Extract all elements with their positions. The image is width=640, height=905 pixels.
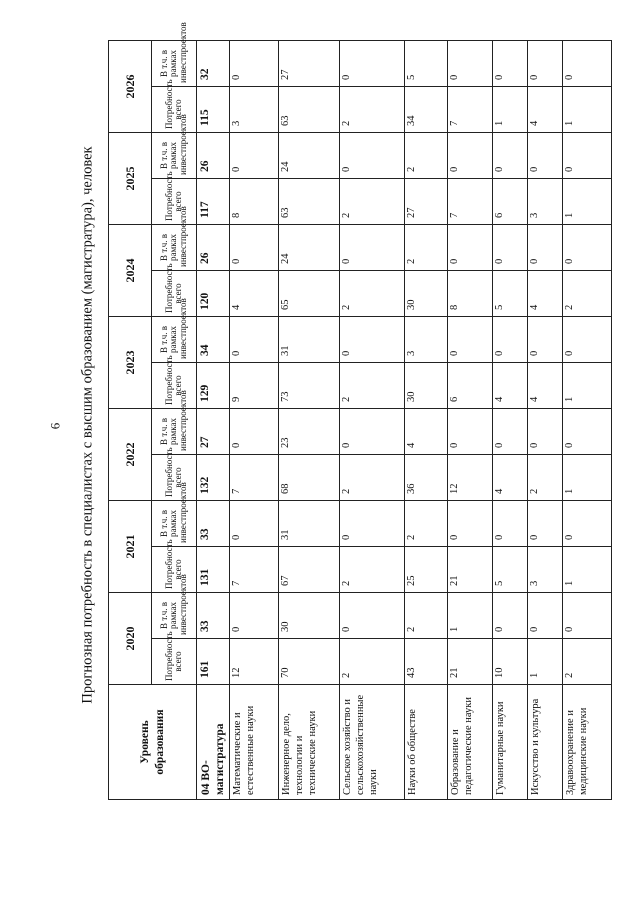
subheader-invest: В т.ч. в рамках инвестпроектов: [152, 133, 197, 179]
subheader-total: Потребность всего: [152, 547, 197, 593]
cell-invest: 0: [230, 317, 279, 363]
cell-total: 117: [197, 179, 230, 225]
cell-total: 12: [448, 455, 493, 501]
subheader-invest: В т.ч. в рамках инвестпроектов: [152, 225, 197, 271]
level-header: Уровень образования: [109, 685, 197, 800]
row-category: Здравоохранение и медицинские науки: [563, 685, 612, 800]
cell-total: 12: [230, 639, 279, 685]
cell-invest: 3: [405, 317, 448, 363]
cell-invest: 0: [563, 41, 612, 87]
cell-invest: 0: [493, 41, 528, 87]
row-category: Искусство и культура: [528, 685, 563, 800]
cell-invest: 0: [340, 593, 405, 639]
cell-total: 1: [563, 87, 612, 133]
cell-total: 3: [230, 87, 279, 133]
cell-invest: 0: [448, 133, 493, 179]
table-row: [563, 41, 612, 800]
cell-total: 2: [340, 639, 405, 685]
subheader-invest: В т.ч. в рамках инвестпроектов: [152, 593, 197, 639]
cell-invest: 0: [528, 133, 563, 179]
forecast-table: [108, 22, 612, 800]
cell-invest: 0: [230, 593, 279, 639]
cell-total: 120: [197, 271, 230, 317]
cell-total: 6: [448, 363, 493, 409]
cell-invest: 0: [528, 409, 563, 455]
cell-total: 4: [493, 455, 528, 501]
document-title-text: Прогнозная потребность в специалистах с высшим образованием (магистратура), человек: [79, 146, 96, 704]
cell-invest: 31: [279, 317, 340, 363]
year-header: 2023: [109, 317, 152, 409]
cell-total: 67: [279, 547, 340, 593]
table-row: [493, 41, 528, 800]
cell-invest: 0: [563, 133, 612, 179]
cell-total: 4: [528, 87, 563, 133]
cell-invest: 0: [563, 409, 612, 455]
cell-invest: 0: [563, 225, 612, 271]
cell-invest: 0: [340, 409, 405, 455]
cell-invest: 4: [405, 409, 448, 455]
cell-invest: 2: [405, 501, 448, 547]
subheader-total: Потребность всего: [152, 363, 197, 409]
cell-invest: 30: [279, 593, 340, 639]
cell-total: 4: [528, 363, 563, 409]
cell-invest: 31: [279, 501, 340, 547]
cell-invest: 0: [340, 225, 405, 271]
year-header: 2021: [109, 501, 152, 593]
subheader-total: Потребность всего: [152, 179, 197, 225]
cell-invest: 0: [340, 501, 405, 547]
cell-invest: 0: [563, 501, 612, 547]
cell-total: 63: [279, 87, 340, 133]
cell-invest: 0: [230, 409, 279, 455]
table-row: [528, 41, 563, 800]
cell-total: 1: [563, 455, 612, 501]
cell-invest: 0: [493, 593, 528, 639]
cell-total: 1: [563, 363, 612, 409]
cell-total: 1: [528, 639, 563, 685]
cell-invest: 0: [493, 409, 528, 455]
cell-total: 3: [528, 179, 563, 225]
cell-invest: 27: [279, 41, 340, 87]
subheader-total: Потребность всего: [152, 87, 197, 133]
cell-total: 2: [340, 271, 405, 317]
cell-invest: 0: [448, 501, 493, 547]
cell-invest: 0: [493, 501, 528, 547]
subheader-total: Потребность всего: [152, 455, 197, 501]
row-category: Инженерное дело, технологии и технические науки: [279, 685, 340, 800]
year-header: 2020: [109, 593, 152, 685]
subheader-invest: В т.ч. в рамках инвестпроектов: [152, 317, 197, 363]
cell-total: 27: [405, 179, 448, 225]
cell-total: 2: [340, 363, 405, 409]
cell-total: 25: [405, 547, 448, 593]
cell-total: 2: [340, 455, 405, 501]
table-row: [197, 41, 230, 800]
cell-total: 7: [230, 455, 279, 501]
table-row: [340, 41, 405, 800]
cell-invest: 0: [563, 317, 612, 363]
subheader-total: Потребность всего: [152, 639, 197, 685]
subheader-total: Потребность всего: [152, 271, 197, 317]
cell-invest: 0: [528, 41, 563, 87]
cell-total: 21: [448, 639, 493, 685]
cell-invest: 2: [405, 225, 448, 271]
cell-invest: 0: [448, 225, 493, 271]
cell-total: 68: [279, 455, 340, 501]
table-row: [405, 41, 448, 800]
cell-invest: 23: [279, 409, 340, 455]
cell-total: 4: [493, 363, 528, 409]
cell-total: 70: [279, 639, 340, 685]
cell-invest: 0: [230, 501, 279, 547]
table-row: [279, 41, 340, 800]
table-row: [230, 41, 279, 800]
cell-total: 1: [493, 87, 528, 133]
cell-total: 9: [230, 363, 279, 409]
row-category: 04 ВО-магистратура: [197, 685, 230, 800]
cell-total: 8: [448, 271, 493, 317]
cell-invest: 24: [279, 133, 340, 179]
cell-total: 1: [563, 179, 612, 225]
cell-total: 7: [448, 87, 493, 133]
header-row-years: [109, 41, 152, 800]
cell-total: 4: [230, 271, 279, 317]
cell-invest: 34: [197, 317, 230, 363]
cell-total: 2: [340, 179, 405, 225]
cell-invest: 0: [448, 409, 493, 455]
rotated-table-wrapper: [108, 22, 610, 800]
cell-total: 7: [230, 547, 279, 593]
cell-total: 21: [448, 547, 493, 593]
row-category: Гуманитарные науки: [493, 685, 528, 800]
cell-invest: 0: [340, 41, 405, 87]
cell-invest: 0: [340, 317, 405, 363]
cell-invest: 0: [528, 225, 563, 271]
cell-total: 7: [448, 179, 493, 225]
cell-invest: 5: [405, 41, 448, 87]
page-number: 6: [47, 422, 63, 430]
cell-invest: 0: [528, 501, 563, 547]
cell-invest: 27: [197, 409, 230, 455]
cell-total: 65: [279, 271, 340, 317]
cell-invest: 24: [279, 225, 340, 271]
cell-total: 2: [563, 271, 612, 317]
cell-total: 10: [493, 639, 528, 685]
cell-invest: 1: [448, 593, 493, 639]
table-body: [197, 41, 612, 800]
cell-invest: 0: [230, 225, 279, 271]
cell-total: 36: [405, 455, 448, 501]
cell-total: 30: [405, 271, 448, 317]
year-header: 2026: [109, 41, 152, 133]
row-category: Образование и педагогические науки: [448, 685, 493, 800]
row-category: Сельское хозяйство и сельскохозяйственные науки: [340, 685, 405, 800]
cell-total: 6: [493, 179, 528, 225]
cell-total: 5: [493, 547, 528, 593]
cell-total: 30: [405, 363, 448, 409]
cell-invest: 0: [448, 317, 493, 363]
cell-invest: 2: [405, 133, 448, 179]
cell-total: 2: [340, 547, 405, 593]
cell-invest: 0: [448, 41, 493, 87]
cell-invest: 0: [563, 593, 612, 639]
cell-total: 132: [197, 455, 230, 501]
cell-invest: 0: [230, 133, 279, 179]
cell-invest: 0: [340, 133, 405, 179]
cell-total: 115: [197, 87, 230, 133]
cell-invest: 2: [405, 593, 448, 639]
cell-invest: 0: [493, 317, 528, 363]
cell-invest: 0: [493, 225, 528, 271]
cell-total: 34: [405, 87, 448, 133]
year-header: 2022: [109, 409, 152, 501]
cell-total: 2: [340, 87, 405, 133]
cell-total: 3: [528, 547, 563, 593]
cell-total: 43: [405, 639, 448, 685]
cell-total: 5: [493, 271, 528, 317]
cell-invest: 33: [197, 593, 230, 639]
row-category: Математические и естественные науки: [230, 685, 279, 800]
cell-invest: 0: [528, 317, 563, 363]
table-row: [448, 41, 493, 800]
cell-total: 1: [563, 547, 612, 593]
row-category: Науки об обществе: [405, 685, 448, 800]
cell-total: 2: [563, 639, 612, 685]
cell-total: 63: [279, 179, 340, 225]
year-header: 2024: [109, 225, 152, 317]
cell-invest: 26: [197, 133, 230, 179]
cell-total: 73: [279, 363, 340, 409]
cell-total: 8: [230, 179, 279, 225]
subheader-invest: В т.ч. в рамках инвестпроектов: [152, 409, 197, 455]
cell-total: 161: [197, 639, 230, 685]
cell-invest: 33: [197, 501, 230, 547]
cell-invest: 26: [197, 225, 230, 271]
cell-invest: 0: [528, 593, 563, 639]
cell-total: 129: [197, 363, 230, 409]
subheader-invest: В т.ч. в рамках инвестпроектов: [152, 41, 197, 87]
subheader-invest: В т.ч. в рамках инвестпроектов: [152, 501, 197, 547]
cell-total: 131: [197, 547, 230, 593]
cell-invest: 0: [230, 41, 279, 87]
cell-total: 4: [528, 271, 563, 317]
cell-total: 2: [528, 455, 563, 501]
cell-invest: 32: [197, 41, 230, 87]
cell-invest: 0: [493, 133, 528, 179]
year-header: 2025: [109, 133, 152, 225]
